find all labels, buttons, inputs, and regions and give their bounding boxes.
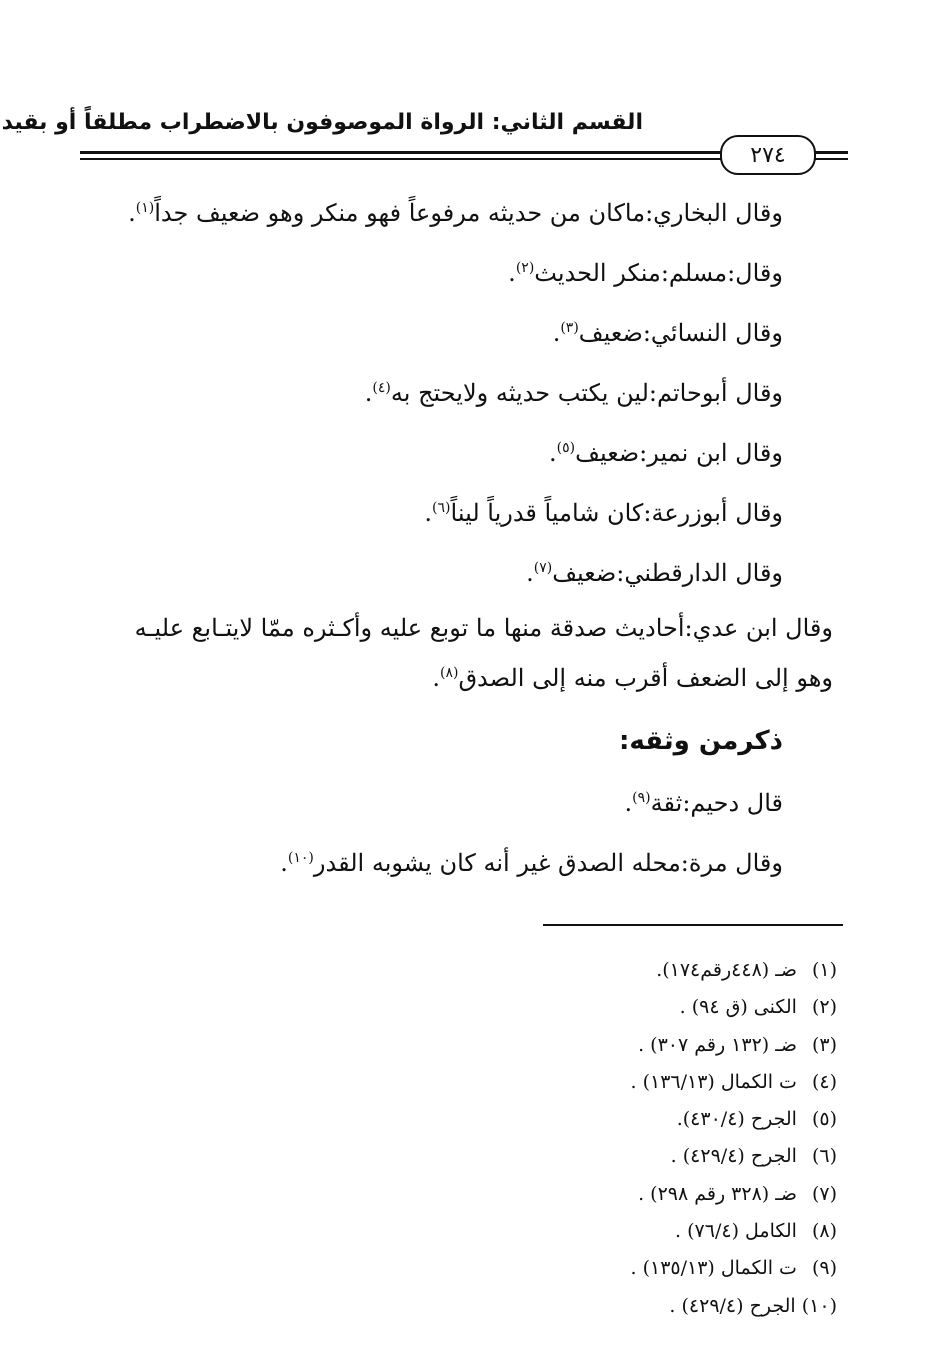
paragraph-duhaym: قال دحيم:ثقة$^{(٩)}$. <box>624 789 783 817</box>
paragraph-nasai: وقال النسائي:ضعيف$^{(٣)}$. <box>552 319 783 347</box>
footnote-item <box>417 1064 837 1101</box>
footnote-number: (٥) <box>811 1108 837 1131</box>
footnote-number: (١٠) <box>801 1294 837 1317</box>
section-heading: ذكرمن وثقه: <box>619 726 783 756</box>
footnote-number: (٦) <box>811 1145 837 1168</box>
footnote-number: (٧) <box>811 1182 837 1205</box>
footnote-text: ت الكمال (١٣٦/١٣) . <box>630 1070 797 1093</box>
running-title: القسم الثاني: الرواة الموصوفون بالاضطراب مطلقاً أو بقيد <box>1 110 643 135</box>
paragraph-daraqutni: وقال الدارقطني:ضعيف$^{(٧)}$. <box>526 559 783 587</box>
footnote-marker: (٤) <box>372 380 391 396</box>
footnote-text: ضـ (١٣٢ رقم ٣٠٧) . <box>638 1033 797 1056</box>
footnote-item <box>417 1288 837 1325</box>
footnote-item <box>417 1101 837 1138</box>
footnote-text: الجرح (٤٢٩/٤) . <box>669 1294 796 1317</box>
footnote-marker: (٩) <box>632 790 651 806</box>
footnote-number: (٨) <box>811 1220 837 1243</box>
footnote-text: ضـ (٤٤٨رقم١٧٤). <box>656 959 797 981</box>
paragraph-abu-zura: وقال أبوزرعة:كان شامياً قدرياً ليناً$^{(٦)}$. <box>424 499 783 527</box>
page-number: ٢٧٤ <box>720 135 816 175</box>
footnote-marker: (١) <box>135 200 155 216</box>
footnote-marker: (٢) <box>515 260 535 276</box>
footnote-marker: (٨) <box>439 665 459 681</box>
footnote-item <box>417 1027 837 1064</box>
footnote-number: (٢) <box>811 996 837 1019</box>
footnote-separator <box>543 924 843 926</box>
footnote-marker: (٦) <box>432 500 451 516</box>
paragraph-bukhari: وقال البخاري:ماكان من حديثه مرفوعاً فهو منكر وهو ضعيف جداً$^{(١)}$. <box>128 199 783 227</box>
footnote-item <box>417 1138 837 1175</box>
footnote-text: الكامل (٧٦/٤) . <box>675 1220 797 1243</box>
paragraph-ibn-adi: وقال ابن عدي:أحاديث صدقة منها ما توبع عليه وأكـثره ممّا لايتـابع عليـه وهو إلى الضعف أقرب منه إلى الصدق$^{(٨)}$. <box>134 614 833 692</box>
footnotes <box>417 952 837 1325</box>
footnote-item <box>417 1176 837 1213</box>
body-text <box>83 183 833 893</box>
paragraph-muslim: وقال:مسلم:منكر الحديث$^{(٢)}$. <box>508 259 783 287</box>
footnote-marker: (١٠) <box>287 850 314 866</box>
footnote-number: (٩) <box>811 1257 837 1280</box>
footnote-item <box>417 1213 837 1250</box>
footnote-item <box>417 989 837 1026</box>
footnote-marker: (٧) <box>533 560 553 576</box>
footnote-text: الجرح (٤٢٩/٤) . <box>670 1145 797 1168</box>
footnote-number: (٣) <box>811 1033 837 1056</box>
footnote-text: الجرح (٤٣٠/٤). <box>676 1108 797 1131</box>
footnote-number: (٤) <box>811 1070 837 1093</box>
footnote-text: ت الكمال (١٣٥/١٣) . <box>630 1257 797 1280</box>
footnote-marker: (٣) <box>560 320 579 336</box>
footnote-item <box>417 952 837 989</box>
footnote-marker: (٥) <box>556 440 576 456</box>
footnote-number: (١) <box>811 959 837 981</box>
footnote-item <box>417 1250 837 1287</box>
footnote-text: الكنى (ق ٩٤) . <box>679 996 797 1019</box>
paragraph-ibn-numayr: وقال ابن نمير:ضعيف$^{(٥)}$. <box>549 439 783 467</box>
footnote-text: ضـ (٣٢٨ رقم ٢٩٨) . <box>638 1182 797 1205</box>
paragraph-marra: وقال مرة:محله الصدق غير أنه كان يشوبه القدر$^{(١٠)}$. <box>280 849 783 877</box>
paragraph-abu-hatim: وقال أبوحاتم:لين يكتب حديثه ولايحتج به$^{(٤)}$. <box>364 379 783 407</box>
